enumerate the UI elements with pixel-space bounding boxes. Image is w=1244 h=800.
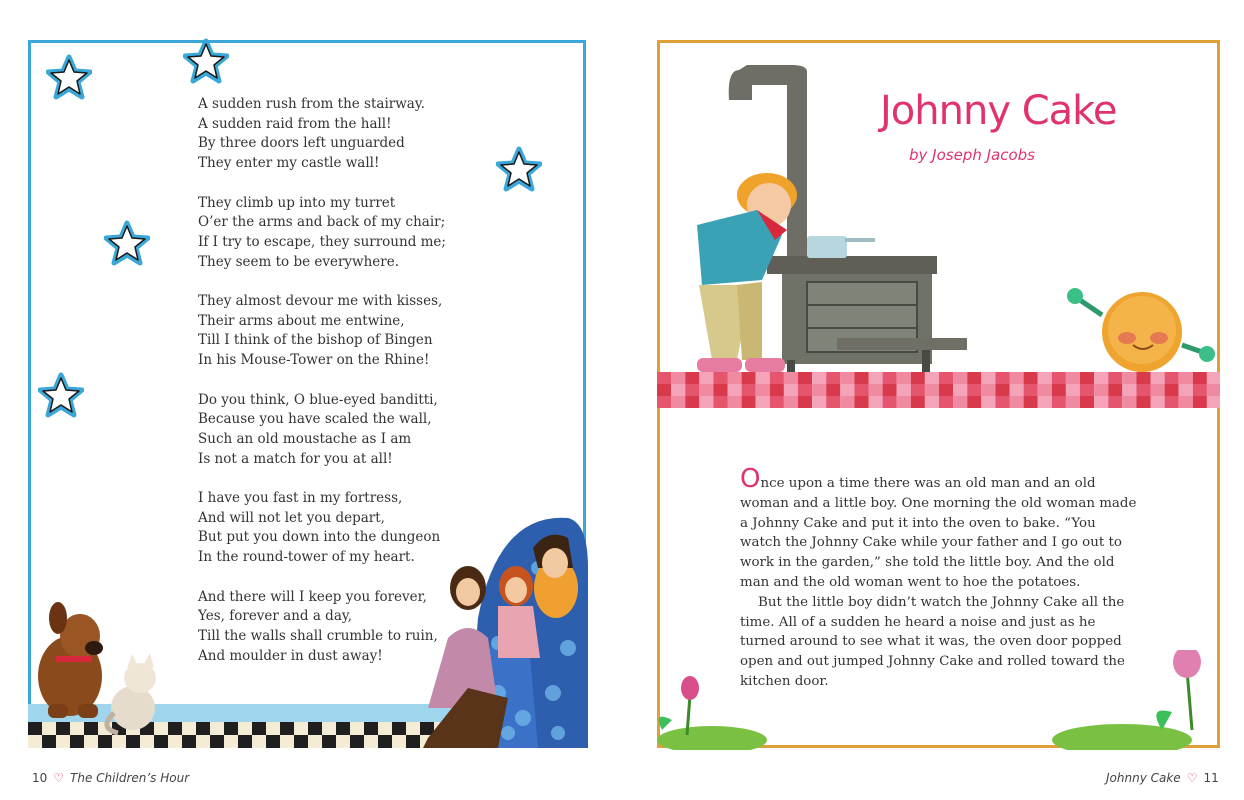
floor-tile <box>392 722 406 735</box>
heart-icon: ♡ <box>53 771 65 785</box>
star-icon <box>46 54 92 100</box>
floor-tile <box>685 372 699 384</box>
poem-line: A sudden raid from the hall! <box>198 115 392 132</box>
floor-tile <box>657 384 671 396</box>
floor-tile <box>336 722 350 735</box>
floor-tile <box>770 372 784 384</box>
poem-line: Is not a match for you at all! <box>198 450 393 467</box>
poem-stanza <box>198 194 498 273</box>
floor-tile <box>784 396 798 408</box>
floor-tile <box>981 396 995 408</box>
floor-tile <box>756 372 770 384</box>
floor-tile <box>925 372 939 384</box>
right-footer <box>1106 771 1219 785</box>
poem-line: Till I think of the bishop of Bingen <box>198 332 433 349</box>
floor-tile <box>854 372 868 384</box>
floor-tile <box>1024 384 1038 396</box>
johnny-cake-illustration <box>1067 288 1215 372</box>
floor-tile <box>1066 384 1080 396</box>
floor-tile <box>812 396 826 408</box>
floor-tile <box>182 735 196 748</box>
floor-tile <box>798 372 812 384</box>
floor-tile <box>939 372 953 384</box>
floor-tile <box>378 735 392 748</box>
floor-tile <box>1136 372 1150 384</box>
poem-line: But put you down into the dungeon <box>198 529 441 546</box>
floor-tile <box>1193 384 1207 396</box>
floor-tile <box>238 735 252 748</box>
floor-tile <box>210 735 224 748</box>
floor-tile <box>1108 372 1122 384</box>
paragraph-text: nce upon a time there was an old man and an old woman and a little boy. One morning the old woman made a Johnny Cake and put it into the oven to bake. “You watch the Johnny Cake while your father and I go out to work in the garden,” she told the little boy. And the old man and the old woman went to hoe the potatoes. <box>740 476 1137 590</box>
floor-tile <box>1193 372 1207 384</box>
floor-tile <box>897 372 911 384</box>
floor-tile <box>1193 396 1207 408</box>
poem-line: I have you fast in my fortress, <box>198 490 403 506</box>
poem-line: O’er the arms and back of my chair; <box>198 214 446 231</box>
floor-tile <box>840 372 854 384</box>
floor-tile <box>685 396 699 408</box>
poem-stanza <box>198 292 498 371</box>
poem-line: They almost devour me with kisses, <box>198 293 443 309</box>
floor-tile <box>1038 384 1052 396</box>
floor-tile <box>1136 384 1150 396</box>
floor-tile <box>42 735 56 748</box>
floor-tile <box>953 396 967 408</box>
floor-tile <box>1165 372 1179 384</box>
floor-tile <box>657 372 671 384</box>
floor-tile <box>967 396 981 408</box>
floor-tile <box>1080 396 1094 408</box>
floor-tile <box>168 722 182 735</box>
right-page <box>622 0 1244 800</box>
poem-line: They climb up into my turret <box>198 194 396 211</box>
floor-tile <box>1136 396 1150 408</box>
floor-tile <box>350 735 364 748</box>
floor-tile <box>1052 372 1066 384</box>
star-icon <box>496 146 542 192</box>
floor-tile <box>364 722 378 735</box>
floor-tile <box>252 722 266 735</box>
floor-tile <box>685 384 699 396</box>
poem-line: A sudden rush from the stairway. <box>198 96 425 112</box>
floor-tile <box>1038 372 1052 384</box>
floor-tile <box>840 396 854 408</box>
poem-line: They seem to be everywhere. <box>198 253 400 270</box>
floor-tile <box>98 735 112 748</box>
floor-tile <box>883 396 897 408</box>
floor-tile <box>671 396 685 408</box>
poem-line: Do you think, O blue-eyed banditti, <box>198 391 438 408</box>
family-armchair-illustration <box>28 508 588 750</box>
floor-tile <box>1165 384 1179 396</box>
floor-tile <box>56 722 70 735</box>
floor-tile <box>1094 396 1108 408</box>
floor-tile <box>939 396 953 408</box>
floor-tile <box>953 384 967 396</box>
floor-tile <box>812 372 826 384</box>
poem-line: If I try to escape, they surround me; <box>198 233 446 250</box>
floor-tile <box>699 372 713 384</box>
poem-line: They enter my castle wall! <box>198 155 380 172</box>
poem-line: Their arms about me entwine, <box>198 312 405 329</box>
page-number: 11 <box>1203 771 1219 785</box>
poem-line: And will not let you depart, <box>198 509 385 526</box>
floor-tile <box>671 384 685 396</box>
floor-tile <box>826 372 840 384</box>
floor-tile <box>1052 384 1066 396</box>
floor-tile <box>28 722 42 735</box>
floor-tile <box>967 372 981 384</box>
floor-tile <box>784 372 798 384</box>
floor-tile <box>713 384 727 396</box>
floor-tile <box>798 384 812 396</box>
floor-tile <box>728 396 742 408</box>
floor-tile <box>294 735 308 748</box>
poem-line: Till the walls shall crumble to ruin, <box>198 627 438 644</box>
floor-tile <box>1052 396 1066 408</box>
floor-tile <box>671 372 685 384</box>
poem-line: In the round-tower of my heart. <box>198 549 415 566</box>
floor-tile <box>420 722 434 735</box>
story-paragraph: But the little boy didn’t watch the Johnny Cake all the time. All of a sudden he heard a noise and just as he turned around to see what it was, the oven door popped open and out jumped Johnny Cake and rolled toward the kitchen door. <box>740 594 1125 689</box>
story-byline: by Joseph Jacobs <box>909 146 1035 164</box>
floor-tile <box>742 372 756 384</box>
floor-tile <box>406 735 420 748</box>
floor-tile <box>70 735 84 748</box>
floor-tile <box>1066 372 1080 384</box>
running-title: The Children’s Hour <box>70 771 190 785</box>
floor-tile <box>925 396 939 408</box>
floor-tile <box>1122 372 1136 384</box>
floor-tile <box>812 384 826 396</box>
star-icon <box>104 220 150 266</box>
poem-line: In his Mouse-Tower on the Rhine! <box>198 352 430 369</box>
floor-tile <box>995 384 1009 396</box>
floor-tile <box>784 384 798 396</box>
floor-tile <box>742 384 756 396</box>
floor-tile <box>1179 396 1193 408</box>
floor-tile <box>826 384 840 396</box>
floor-tile <box>713 372 727 384</box>
floor-tile <box>1207 384 1220 396</box>
floor-tile <box>1066 396 1080 408</box>
floor-tile <box>995 372 1009 384</box>
floor-tile <box>869 372 883 384</box>
floor-tile <box>224 722 238 735</box>
floor-tile <box>154 735 168 748</box>
floor-tile <box>854 384 868 396</box>
floor-tile <box>756 384 770 396</box>
floor-tile <box>1122 384 1136 396</box>
floor-tile <box>1038 396 1052 408</box>
poem-line: And moulder in dust away! <box>198 647 383 664</box>
floor-tile <box>1094 384 1108 396</box>
floor-tile <box>1151 396 1165 408</box>
story-paragraph <box>740 464 1140 593</box>
floor-tile <box>1207 396 1220 408</box>
dog-illustration <box>38 602 103 718</box>
floor-tile <box>1010 372 1024 384</box>
floor-tile <box>1179 384 1193 396</box>
floor-tile <box>1179 372 1193 384</box>
poem-line: Yes, forever and a day, <box>198 608 352 625</box>
left-footer <box>32 771 189 785</box>
floor-tile <box>869 396 883 408</box>
poem-stanza <box>198 391 498 470</box>
floor-tile <box>1024 396 1038 408</box>
floor-tile <box>742 396 756 408</box>
floor-tile <box>911 384 925 396</box>
floor-tile <box>196 722 210 735</box>
floor-tile <box>981 372 995 384</box>
floor-tile <box>897 384 911 396</box>
page-number: 10 <box>32 771 48 785</box>
floor-tile <box>1010 384 1024 396</box>
poem-line: By three doors left unguarded <box>198 135 405 152</box>
floor-tile <box>322 735 336 748</box>
floor-tile <box>1080 372 1094 384</box>
checkered-floor <box>657 372 1220 408</box>
floor-tile <box>770 384 784 396</box>
floor-tile <box>1094 372 1108 384</box>
floor-tile <box>798 396 812 408</box>
story-title: Johnny Cake <box>880 88 1117 134</box>
floor-tile <box>883 384 897 396</box>
floor-tile <box>728 384 742 396</box>
floor-tile <box>911 372 925 384</box>
poem-line: Such an old moustache as I am <box>198 430 412 447</box>
floor-tile <box>911 396 925 408</box>
floor-tile <box>1165 396 1179 408</box>
floor-tile <box>953 372 967 384</box>
floor-tile <box>266 735 280 748</box>
running-title: Johnny Cake <box>1106 771 1181 785</box>
floor-tile <box>1024 372 1038 384</box>
floor-tile <box>967 384 981 396</box>
floor-tile <box>1151 372 1165 384</box>
floor-tile <box>869 384 883 396</box>
floor-tile <box>1108 396 1122 408</box>
floor-tile <box>1080 384 1094 396</box>
floor-tile <box>840 384 854 396</box>
floor-tile <box>1151 384 1165 396</box>
floor-tile <box>756 396 770 408</box>
floor-tile <box>699 384 713 396</box>
floor-tile <box>995 396 1009 408</box>
flowers-illustration <box>642 650 1222 750</box>
star-icon <box>38 372 84 418</box>
floor-tile <box>939 384 953 396</box>
heart-icon: ♡ <box>1186 771 1198 785</box>
poem-line: And there will I keep you forever, <box>198 588 427 605</box>
floor-tile <box>1108 384 1122 396</box>
floor-tile <box>826 396 840 408</box>
floor-tile <box>770 396 784 408</box>
drop-cap: O <box>740 464 761 494</box>
floor-tile <box>854 396 868 408</box>
floor-tile <box>699 396 713 408</box>
floor-tile <box>728 372 742 384</box>
floor-tile <box>657 396 671 408</box>
floor-tile <box>308 722 322 735</box>
poem-line: Because you have scaled the wall, <box>198 411 432 428</box>
floor-tile <box>925 384 939 396</box>
poem-stanza <box>198 95 498 174</box>
floor-tile <box>126 735 140 748</box>
floor-tile <box>897 396 911 408</box>
floor-tile <box>1122 396 1136 408</box>
floor-tile <box>1010 396 1024 408</box>
floor-tile <box>883 372 897 384</box>
star-icon <box>183 38 229 84</box>
floor-tile <box>84 722 98 735</box>
floor-tile <box>1207 372 1220 384</box>
floor-tile <box>713 396 727 408</box>
floor-tile <box>280 722 294 735</box>
floor-tile <box>981 384 995 396</box>
